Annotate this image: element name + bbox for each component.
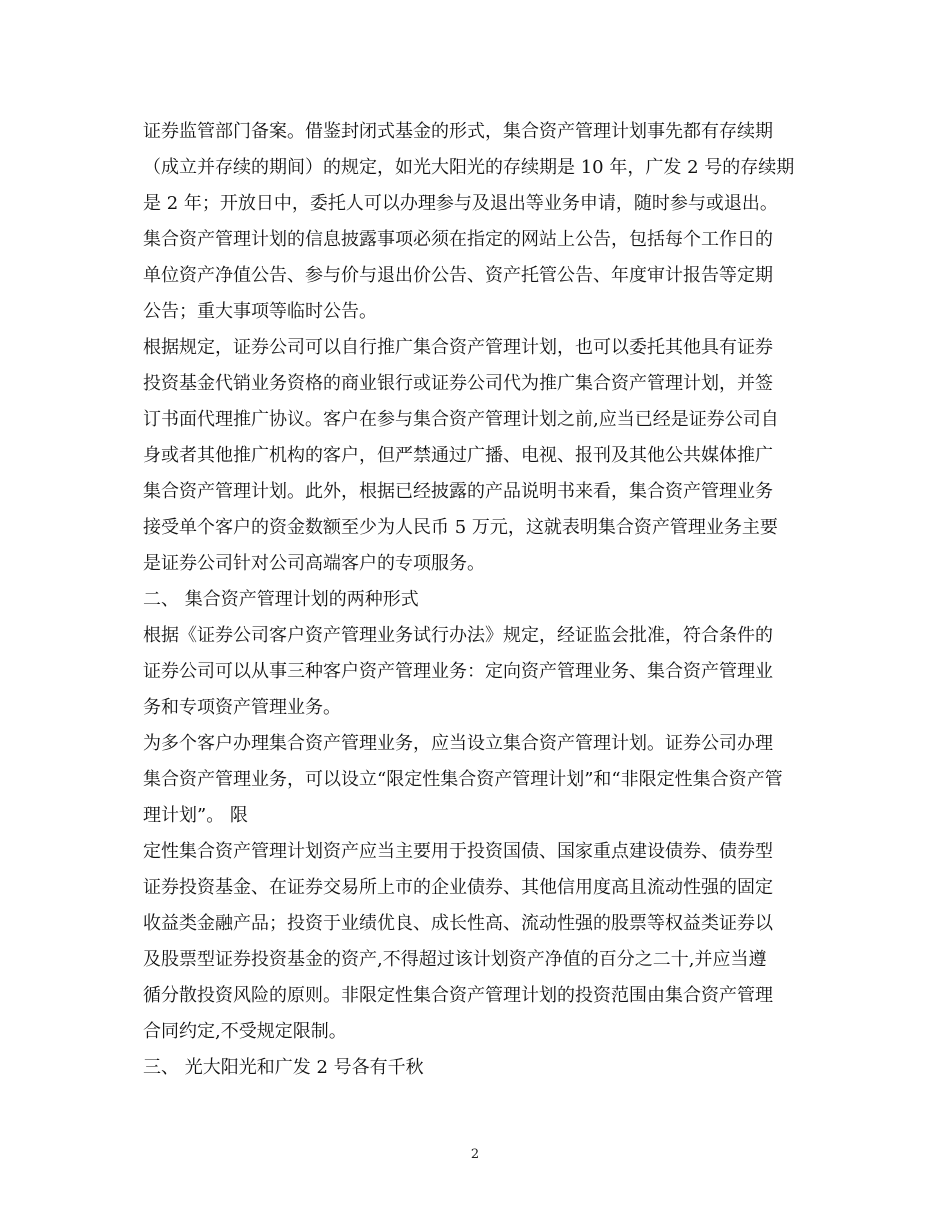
text-line: 接受单个客户的资金数额至少为人民币 5 万元，这就表明集合资产管理业务主要 (143, 517, 778, 538)
body-text (143, 114, 823, 1086)
text-line: 身或者其他推广机构的客户，但严禁通过广播、电视、报刊及其他公共媒体推广 (143, 445, 773, 466)
section-heading: 二、 集合资产管理计划的两种形式 (143, 589, 419, 610)
text-line: 及股票型证券投资基金的资产,不得超过该计划资产净值的百分之二十,并应当遵 (143, 949, 767, 970)
text-line: 证券监管部门备案。借鉴封闭式基金的形式，集合资产管理计划事先都有存续期 (143, 121, 773, 142)
section-heading: 三、 光大阳光和广发 2 号各有千秋 (143, 1057, 424, 1078)
text-line: 根据《证券公司客户资产管理业务试行办法》规定，经证监会批准，符合条件的 (143, 625, 773, 646)
text-line: 是 2 年；开放日中，委托人可以办理参与及退出等业务申请，随时参与或退出。 (143, 193, 778, 214)
text-line: 集合资产管理计划。此外，根据已经披露的产品说明书来看，集合资产管理业务 (143, 481, 773, 502)
page-number: 2 (470, 1147, 480, 1162)
text-line: 是证券公司针对公司高端客户的专项服务。 (143, 553, 485, 574)
text-line: 为多个客户办理集合资产管理业务，应当设立集合资产管理计划。证券公司办理 (143, 733, 773, 754)
text-line: （成立并存续的期间）的规定，如光大阳光的存续期是 10 年，广发 2 号的存续期 (143, 157, 795, 178)
text-line: 证券公司可以从事三种客户资产管理业务：定向资产管理业务、集合资产管理业 (143, 661, 773, 682)
text-line: 理计划”。 限 (143, 805, 248, 826)
text-line: 循分散投资风险的原则。非限定性集合资产管理计划的投资范围由集合资产管理 (143, 985, 773, 1006)
text-line: 公告；重大事项等临时公告。 (143, 301, 377, 322)
text-line: 单位资产净值公告、参与价与退出价公告、资产托管公告、年度审计报告等定期 (143, 265, 773, 286)
text-line: 集合资产管理计划的信息披露事项必须在指定的网站上公告，包括每个工作日的 (143, 229, 773, 250)
text-line: 证券投资基金、在证券交易所上市的企业债券、其他信用度高且流动性强的固定 (143, 877, 773, 898)
text-line: 投资基金代销业务资格的商业银行或证券公司代为推广集合资产管理计划，并签 (143, 373, 773, 394)
text-line: 合同约定,不受规定限制。 (143, 1021, 347, 1042)
text-line: 定性集合资产管理计划资产应当主要用于投资国债、国家重点建设债券、债券型 (143, 841, 773, 862)
text-line: 务和专项资产管理业务。 (143, 697, 341, 718)
text-line: 根据规定，证券公司可以自行推广集合资产管理计划，也可以委托其他具有证券 (143, 337, 773, 358)
text-line: 收益类金融产品；投资于业绩优良、成长性高、流动性强的股票等权益类证券以 (143, 913, 773, 934)
text-line: 订书面代理推广协议。客户在参与集合资产管理计划之前,应当已经是证券公司自 (143, 409, 779, 430)
text-line: 集合资产管理业务，可以设立“限定性集合资产管理计划”和“非限定性集合资产管 (143, 769, 783, 790)
